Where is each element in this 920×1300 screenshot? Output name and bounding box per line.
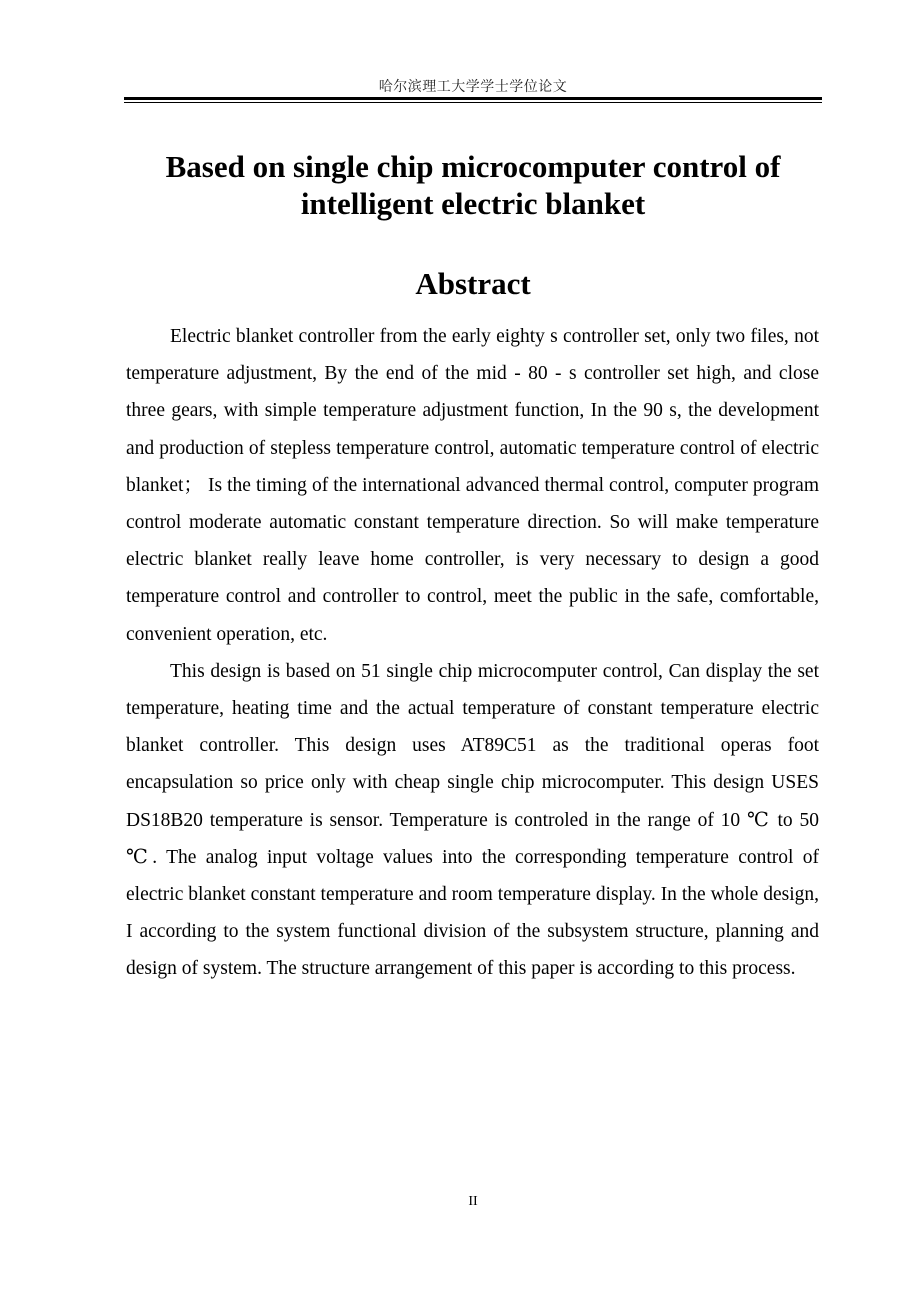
header-rule-thick xyxy=(124,97,822,100)
header-rule-thin xyxy=(124,102,822,103)
abstract-body xyxy=(126,318,819,988)
paper-title-line-2: intelligent electric blanket xyxy=(300,186,646,221)
abstract-paragraph-2: This design is based on 51 single chip microcomputer control, Can display the set temperature, heating time and the actual temperature of constant temperature electric blanket controller. This design uses AT89C51 as the traditional operas foot encapsulation so price only with cheap single chip microcomputer. This design USES DS18B20 temperature is sensor. Temperature is controled in the range of 10 ℃ to 50 ℃. The analog input voltage values into the corresponding temperature control of electric blanket constant temperature and room temperature display. In the whole design, I according to the system functional division of the subsystem structure, planning and design of system. The structure arrangement of this paper is according to this process. xyxy=(126,660,819,980)
abstract-heading: Abstract xyxy=(415,266,531,301)
running-header: 哈尔滨理工大学学士学位论文 xyxy=(378,79,568,95)
paper-title-line-1: Based on single chip microcomputer control of xyxy=(165,149,781,184)
page-number: II xyxy=(468,1194,478,1209)
header-double-rule xyxy=(124,97,822,104)
paper-title xyxy=(124,148,822,222)
abstract-paragraph-1: Electric blanket controller from the early eighty s controller set, only two files, not temperature adjustment, By the end of the mid - 80 - s controller set high, and close three gears, with simple temperature adjustment function, In the 90 s, the development and production of stepless temperature control, automatic temperature control of electric blanket； Is the timing of the international advanced thermal control, computer program control moderate automatic constant temperature direction. So will make temperature electric blanket really leave home controller, is very necessary to design a good temperature control and controller to control, meet the public in the safe, comfortable, convenient operation, etc. xyxy=(126,326,819,645)
